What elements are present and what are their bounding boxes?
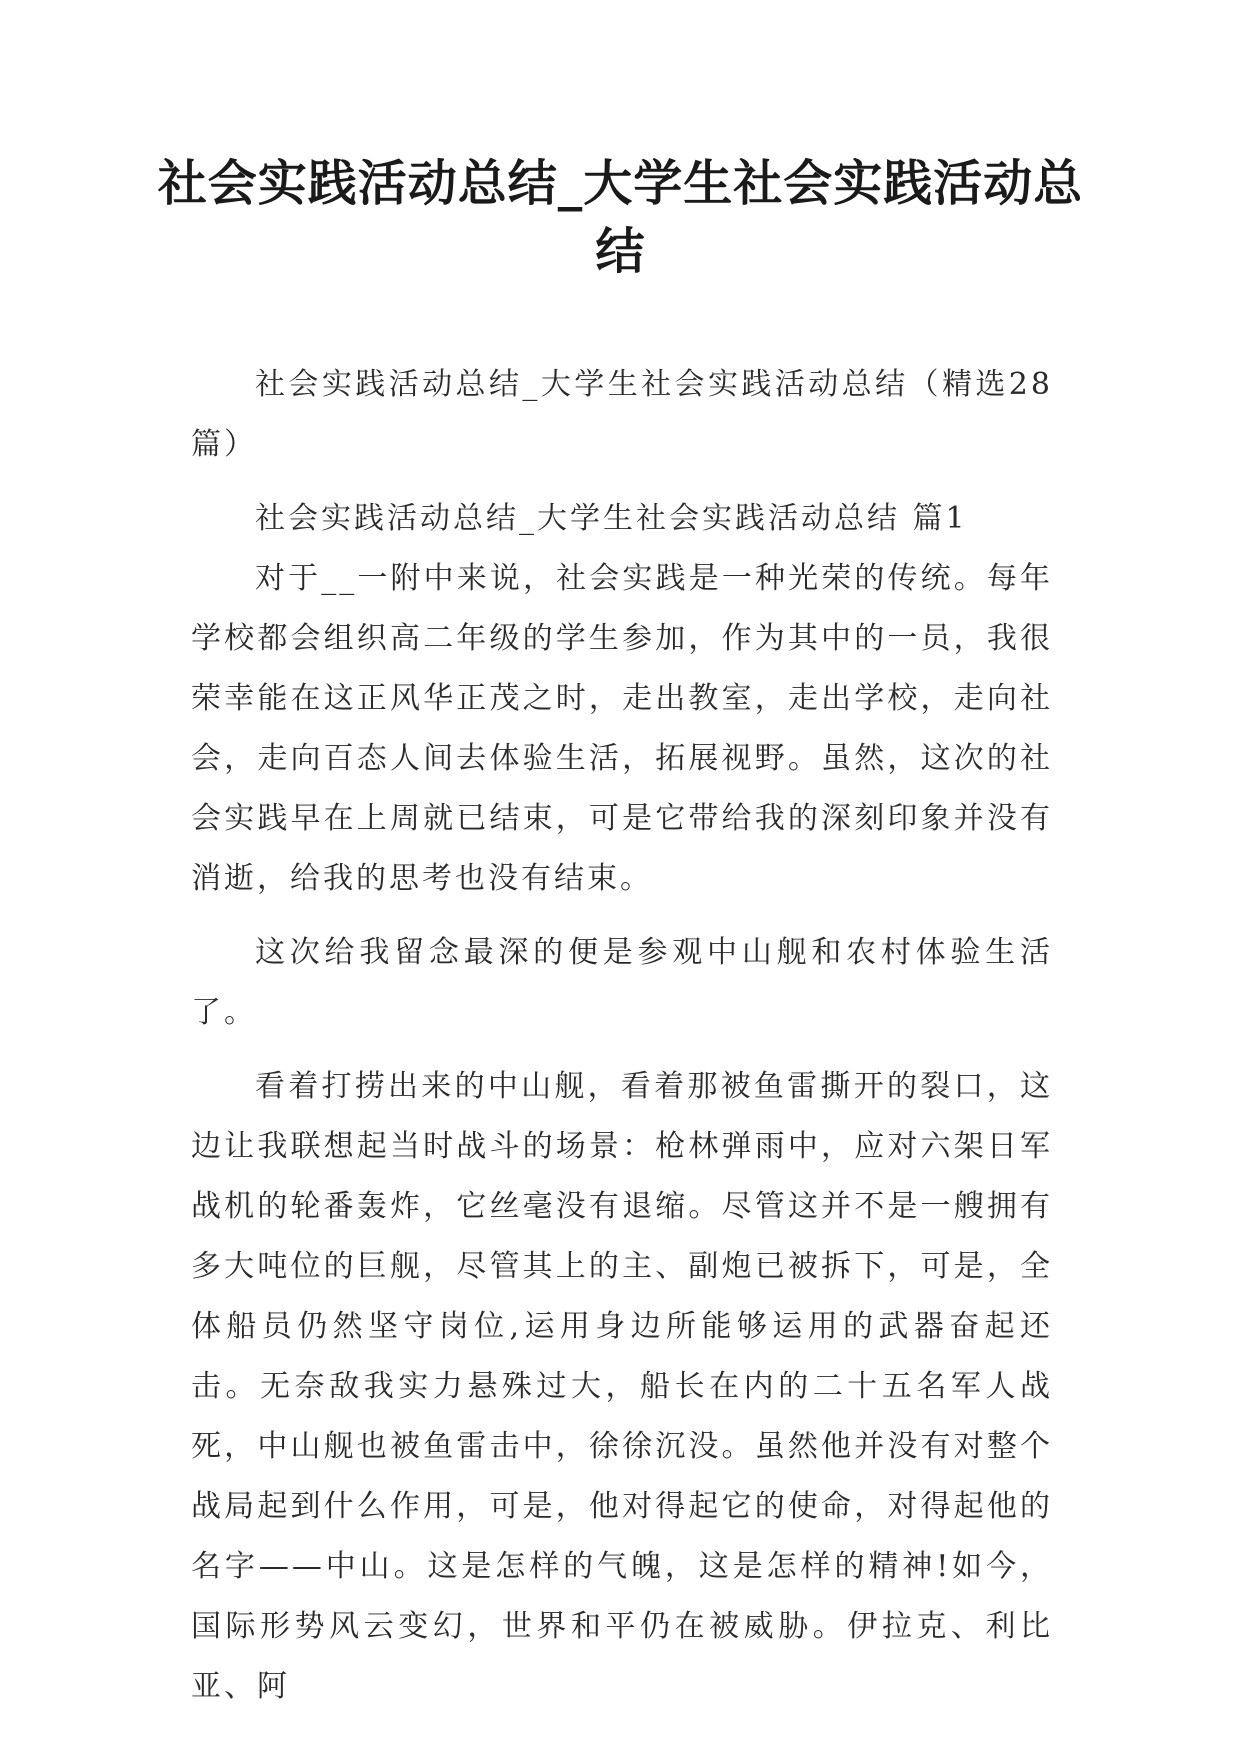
document-subtitle-paragraph: 社会实践活动总结_大学生社会实践活动总结（精选28篇） [191, 367, 1053, 462]
document-body [191, 355, 1053, 1717]
body-paragraph: 这次给我留念最深的便是参观中山舰和农村体验生活了。 [191, 935, 1053, 1030]
section-heading-paragraph: 社会实践活动总结_大学生社会实践活动总结 篇1 [255, 501, 968, 536]
body-paragraph: 对于__一附中来说，社会实践是一种光荣的传统。每年学校都会组织高二年级的学生参加，作为其中的一员，我很荣幸能在这正风华正茂之时，走出教室，走出学校，走向社会，走向百态人间去体验生活，拓展视野。虽然，这次的社会实践早在上周就已结束，可是它带给我的深刻印象并没有消逝，给我的思考也没有结束。 [191, 561, 1053, 896]
body-paragraph: 看着打捞出来的中山舰，看着那被鱼雷撕开的裂口，这边让我联想起当时战斗的场景：枪林弹雨中，应对六架日军战机的轮番轰炸，它丝毫没有退缩。尽管这并不是一艘拥有多大吨位的巨舰，尽管其上的主、副炮已被拆下，可是，全体船员仍然坚守岗位,运用身边所能够运用的武器奋起还击。无奈敌我实力悬殊过大，船长在内的二十五名军人战死，中山舰也被鱼雷击中，徐徐沉没。虽然他并没有对整个战局起到什么作用，可是，他对得起它的使命，对得起他的名字——中山。这是怎样的气魄，这是怎样的精神!如今，国际形势风云变幻，世界和平仍在被威胁。伊拉克、利比亚、阿 [191, 1069, 1053, 1704]
document-title: 社会实践活动总结_大学生社会实践活动总结 [157, 155, 1084, 280]
